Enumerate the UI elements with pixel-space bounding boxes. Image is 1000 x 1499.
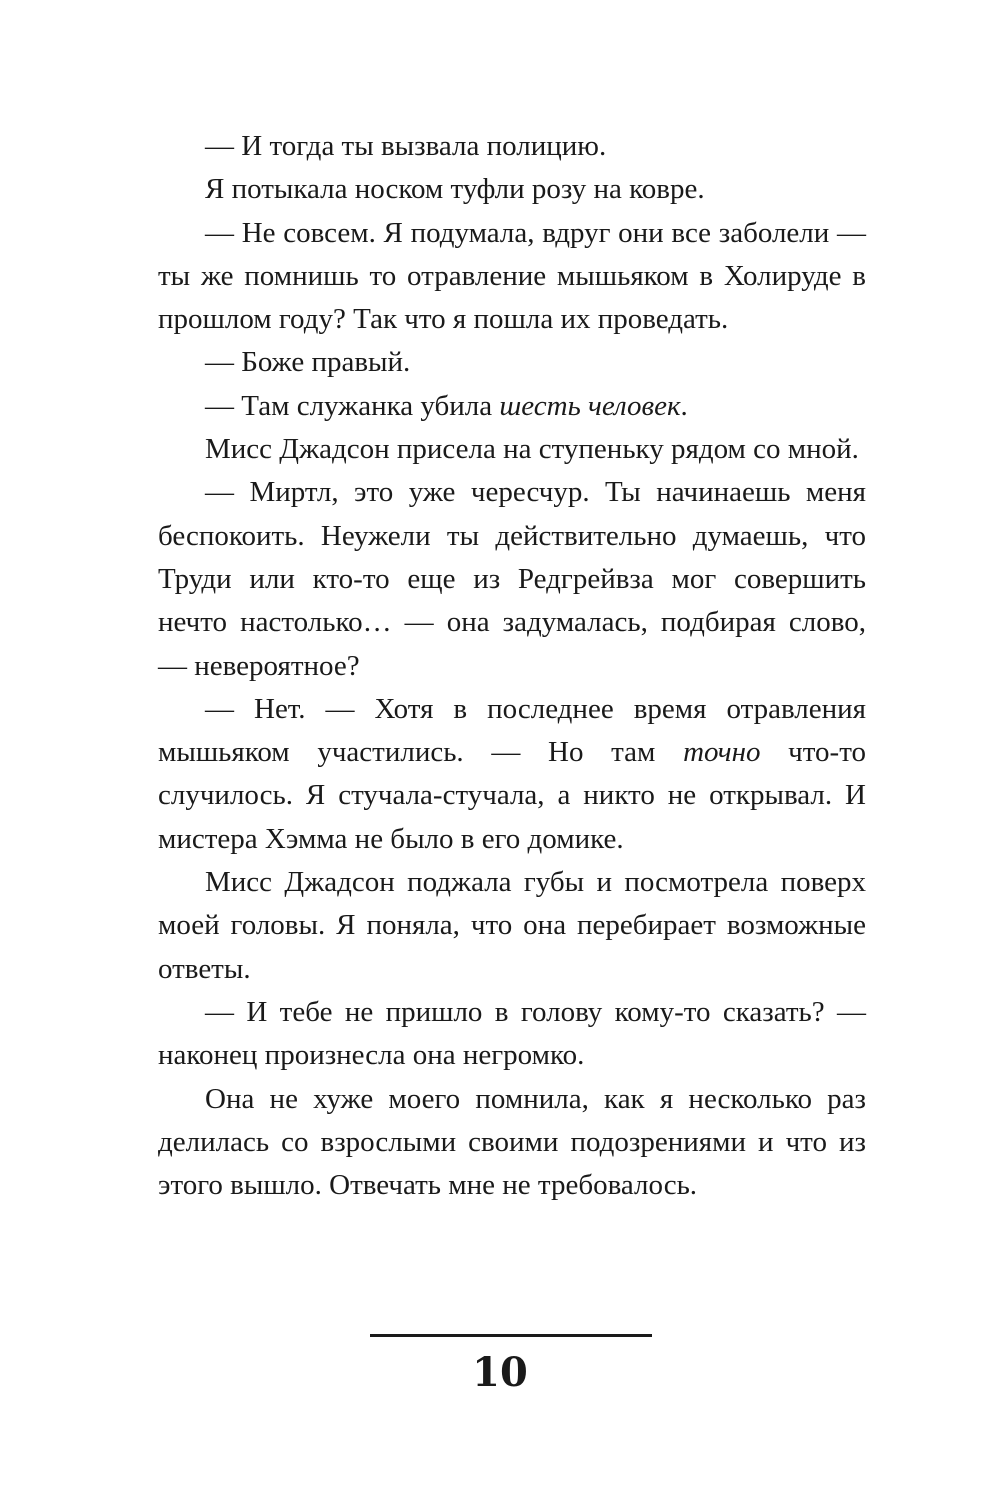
paragraph-text: — Не совсем. Я подумала, вдруг они все заболели — ты же помнишь то отравление мышьяком в Холируде в прошлом году? Так что я пошла их проведать. (158, 216, 866, 336)
paragraph (158, 168, 866, 211)
paragraph-text: что-то случилось. Я стучала-стучала, а никто не открывал. И мистера Хэмма не было в его домике. (158, 736, 866, 855)
paragraph (158, 385, 866, 428)
paragraph-text: — Боже правый. (205, 346, 411, 379)
body-text (158, 125, 866, 1207)
paragraph (158, 861, 866, 991)
page-number: 10 (472, 1349, 528, 1396)
italic-phrase: точно (683, 736, 761, 769)
paragraph-text: Я потыкала носком туфли розу на ковре. (205, 173, 705, 206)
paragraph-text: — Там служанка убила (205, 389, 500, 422)
paragraph (158, 125, 866, 168)
paragraph-text: Она не хуже моего помнила, как я несколько раз делилась со взрослыми своими подозрениями и что из этого вышло. Отвечать мне не требовалось. (158, 1082, 866, 1202)
paragraph-text: . (680, 389, 688, 422)
paragraph (158, 471, 866, 687)
paragraph-text: Мисс Джадсон поджала губы и посмотрела поверх моей головы. Я поняла, что она перебирает возможные ответы. (158, 866, 866, 985)
paragraph-text: — И тогда ты вызвала полицию. (205, 130, 607, 162)
italic-phrase: шесть человек (499, 389, 681, 422)
paragraph (158, 1078, 866, 1208)
paragraph (158, 341, 866, 384)
paragraph-text: — Нет. — Хотя в последнее время отравления мышьяком участились. — Но там (158, 692, 866, 769)
paragraph-text: Мисс Джадсон присела на ступеньку рядом со мной. (205, 433, 859, 466)
paragraph (158, 428, 866, 471)
paragraph (158, 212, 866, 342)
paragraph-text: — И тебе не пришло в голову кому-то сказать? — наконец произнесла она негромко. (158, 995, 866, 1072)
paragraph (158, 688, 866, 861)
footer-divider (370, 1334, 652, 1337)
paragraph-text: — Миртл, это уже чересчур. Ты начинаешь меня беспокоить. Неужели ты действительно думаешь, что Труди или кто-то еще из Редгрейвза мог совершить нечто настолько… — она задумалась, подбирая слово, — невероятное? (158, 476, 866, 682)
paragraph (158, 991, 866, 1078)
